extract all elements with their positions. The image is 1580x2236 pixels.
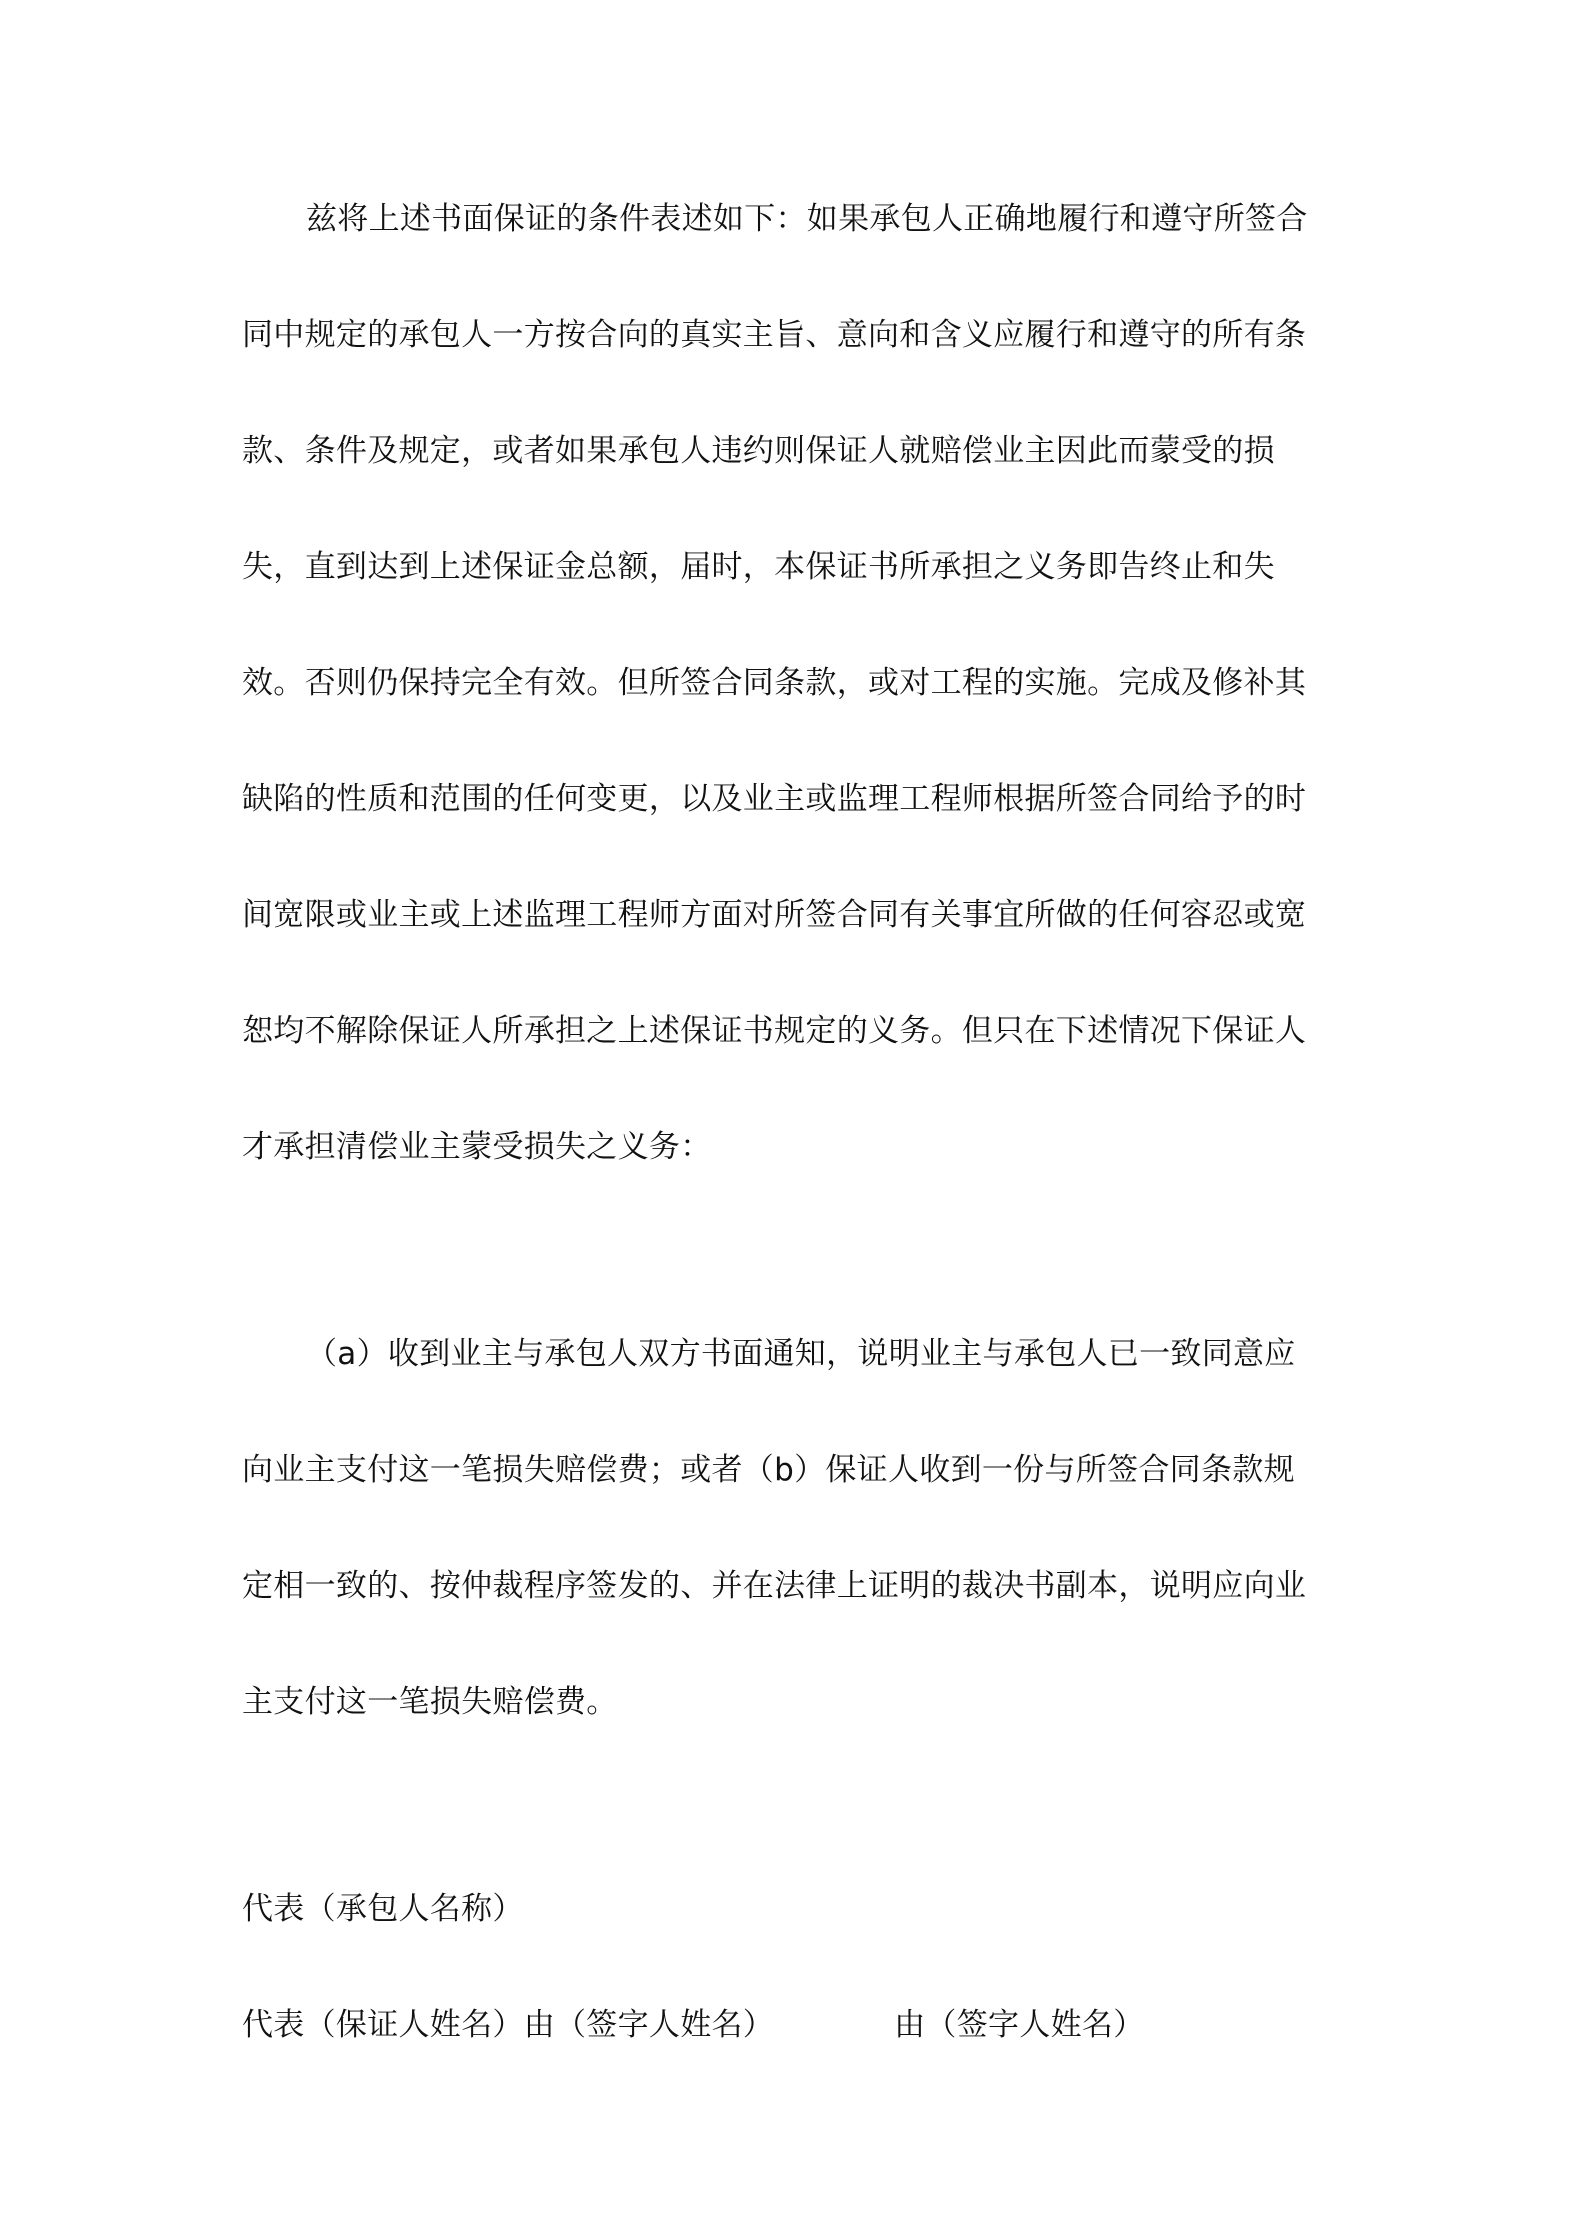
para1-line-6: 缺陷的性质和范围的任何变更，以及业主或监理工程师根据所签合同给予的时 xyxy=(242,781,1307,817)
para1-line-3: 款、条件及规定，或者如果承包人违约则保证人就赔偿业主因此而蒙受的损 xyxy=(242,433,1275,469)
para2-line-3: 定相一致的、按仲裁程序签发的、并在法律上证明的裁决书副本，说明应向业 xyxy=(242,1568,1307,1604)
para1-line-8: 恕均不解除保证人所承担之上述保证书规定的义务。但只在下述情况下保证人 xyxy=(242,1013,1307,1049)
para2-line-1: （a）收到业主与承包人双方书面通知，说明业主与承包人已一致同意应 xyxy=(306,1336,1296,1372)
guarantor-signature-line xyxy=(242,2005,1342,2045)
contractor-representative-line: 代表（承包人名称） xyxy=(242,1891,524,1927)
para1-line-9: 才承担清偿业主蒙受损失之义务： xyxy=(242,1129,712,1165)
para1-line-2: 同中规定的承包人一方按合向的真实主旨、意向和含义应履行和遵守的所有条 xyxy=(242,317,1307,353)
para1-line-1: 兹将上述书面保证的条件表述如下：如果承包人正确地履行和遵守所签合 xyxy=(306,201,1308,237)
para1-line-7: 间宽限或业主或上述监理工程师方面对所签合同有关事宜所做的任何容忍或宽 xyxy=(242,897,1307,933)
para1-line-5: 效。否则仍保持完全有效。但所签合同条款，或对工程的实施。完成及修补其 xyxy=(242,665,1307,701)
para1-line-4: 失，直到达到上述保证金总额，届时，本保证书所承担之义务即告终止和失 xyxy=(242,549,1275,585)
second-signer-text: 由（签字人姓名） xyxy=(894,2007,1145,2043)
para2-line-2: 向业主支付这一笔损失赔偿费；或者（b）保证人收到一份与所签合同条款规 xyxy=(242,1452,1295,1488)
para2-line-4: 主支付这一笔损失赔偿费。 xyxy=(242,1684,618,1720)
guarantor-representative-text: 代表（保证人姓名）由（签字人姓名） xyxy=(242,2007,775,2043)
